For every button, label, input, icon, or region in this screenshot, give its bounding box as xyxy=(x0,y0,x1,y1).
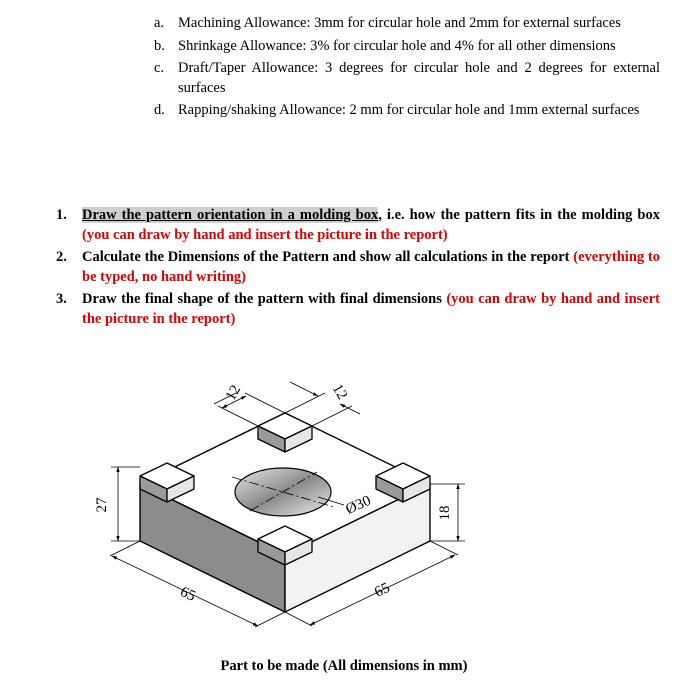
allowance-item xyxy=(150,101,660,121)
task-note: (you can draw by hand and insert the picture in the report) xyxy=(82,226,448,243)
list-marker: c. xyxy=(154,60,165,76)
allowance-text: Machining Allowance: 3mm for circular hole and 2mm for external surfaces xyxy=(178,15,621,31)
list-marker: 3. xyxy=(56,291,67,307)
allowance-item xyxy=(150,37,660,57)
highlighted-text: Draw the pattern orientation in a molding box xyxy=(82,207,379,223)
dim-hole: Ø30 xyxy=(343,492,374,518)
task-list xyxy=(54,206,660,332)
list-marker: d. xyxy=(154,102,165,118)
allowance-item xyxy=(150,14,660,34)
task-item xyxy=(54,206,660,245)
task-text: , i.e. how the pattern fits in the molding box xyxy=(378,207,660,223)
allowance-text: Rapping/shaking Allowance: 2 mm for circular hole and 1mm external surfaces xyxy=(178,102,640,118)
dim-bottom-right: 65 xyxy=(372,579,393,601)
task-item xyxy=(54,248,660,287)
task-note: (you can draw by hand and insert the picture in the report) xyxy=(82,291,660,327)
dim-top-right: 12 xyxy=(328,381,351,403)
dim-bottom-left: 65 xyxy=(177,583,198,605)
list-marker: b. xyxy=(154,37,165,54)
list-marker: 2. xyxy=(56,249,67,265)
task-item xyxy=(54,290,660,329)
allowance-text: Shrinkage Allowance: 3% for circular hole and 4% for all other dimensions xyxy=(178,37,616,54)
task-text: Draw the final shape of the pattern with final dimensions xyxy=(82,291,447,307)
allowance-text: Draft/Taper Allowance: 3 degrees for circular hole and 2 degrees for external surfaces xyxy=(178,60,660,96)
list-marker: a. xyxy=(154,15,165,31)
dim-height-right: 18 xyxy=(437,505,453,521)
allowance-list xyxy=(150,14,660,124)
dim-height-left: 27 xyxy=(94,497,110,513)
part-drawing xyxy=(80,365,480,655)
figure-caption: Part to be made (All dimensions in mm) xyxy=(220,658,468,674)
allowance-item xyxy=(150,59,660,98)
task-text: Calculate the Dimensions of the Pattern and show all calculations in the report xyxy=(82,249,574,265)
task-note: (everything to be typed, no hand writing) xyxy=(82,249,661,285)
list-marker: 1. xyxy=(56,207,67,223)
dim-top-left: 12 xyxy=(222,382,245,404)
